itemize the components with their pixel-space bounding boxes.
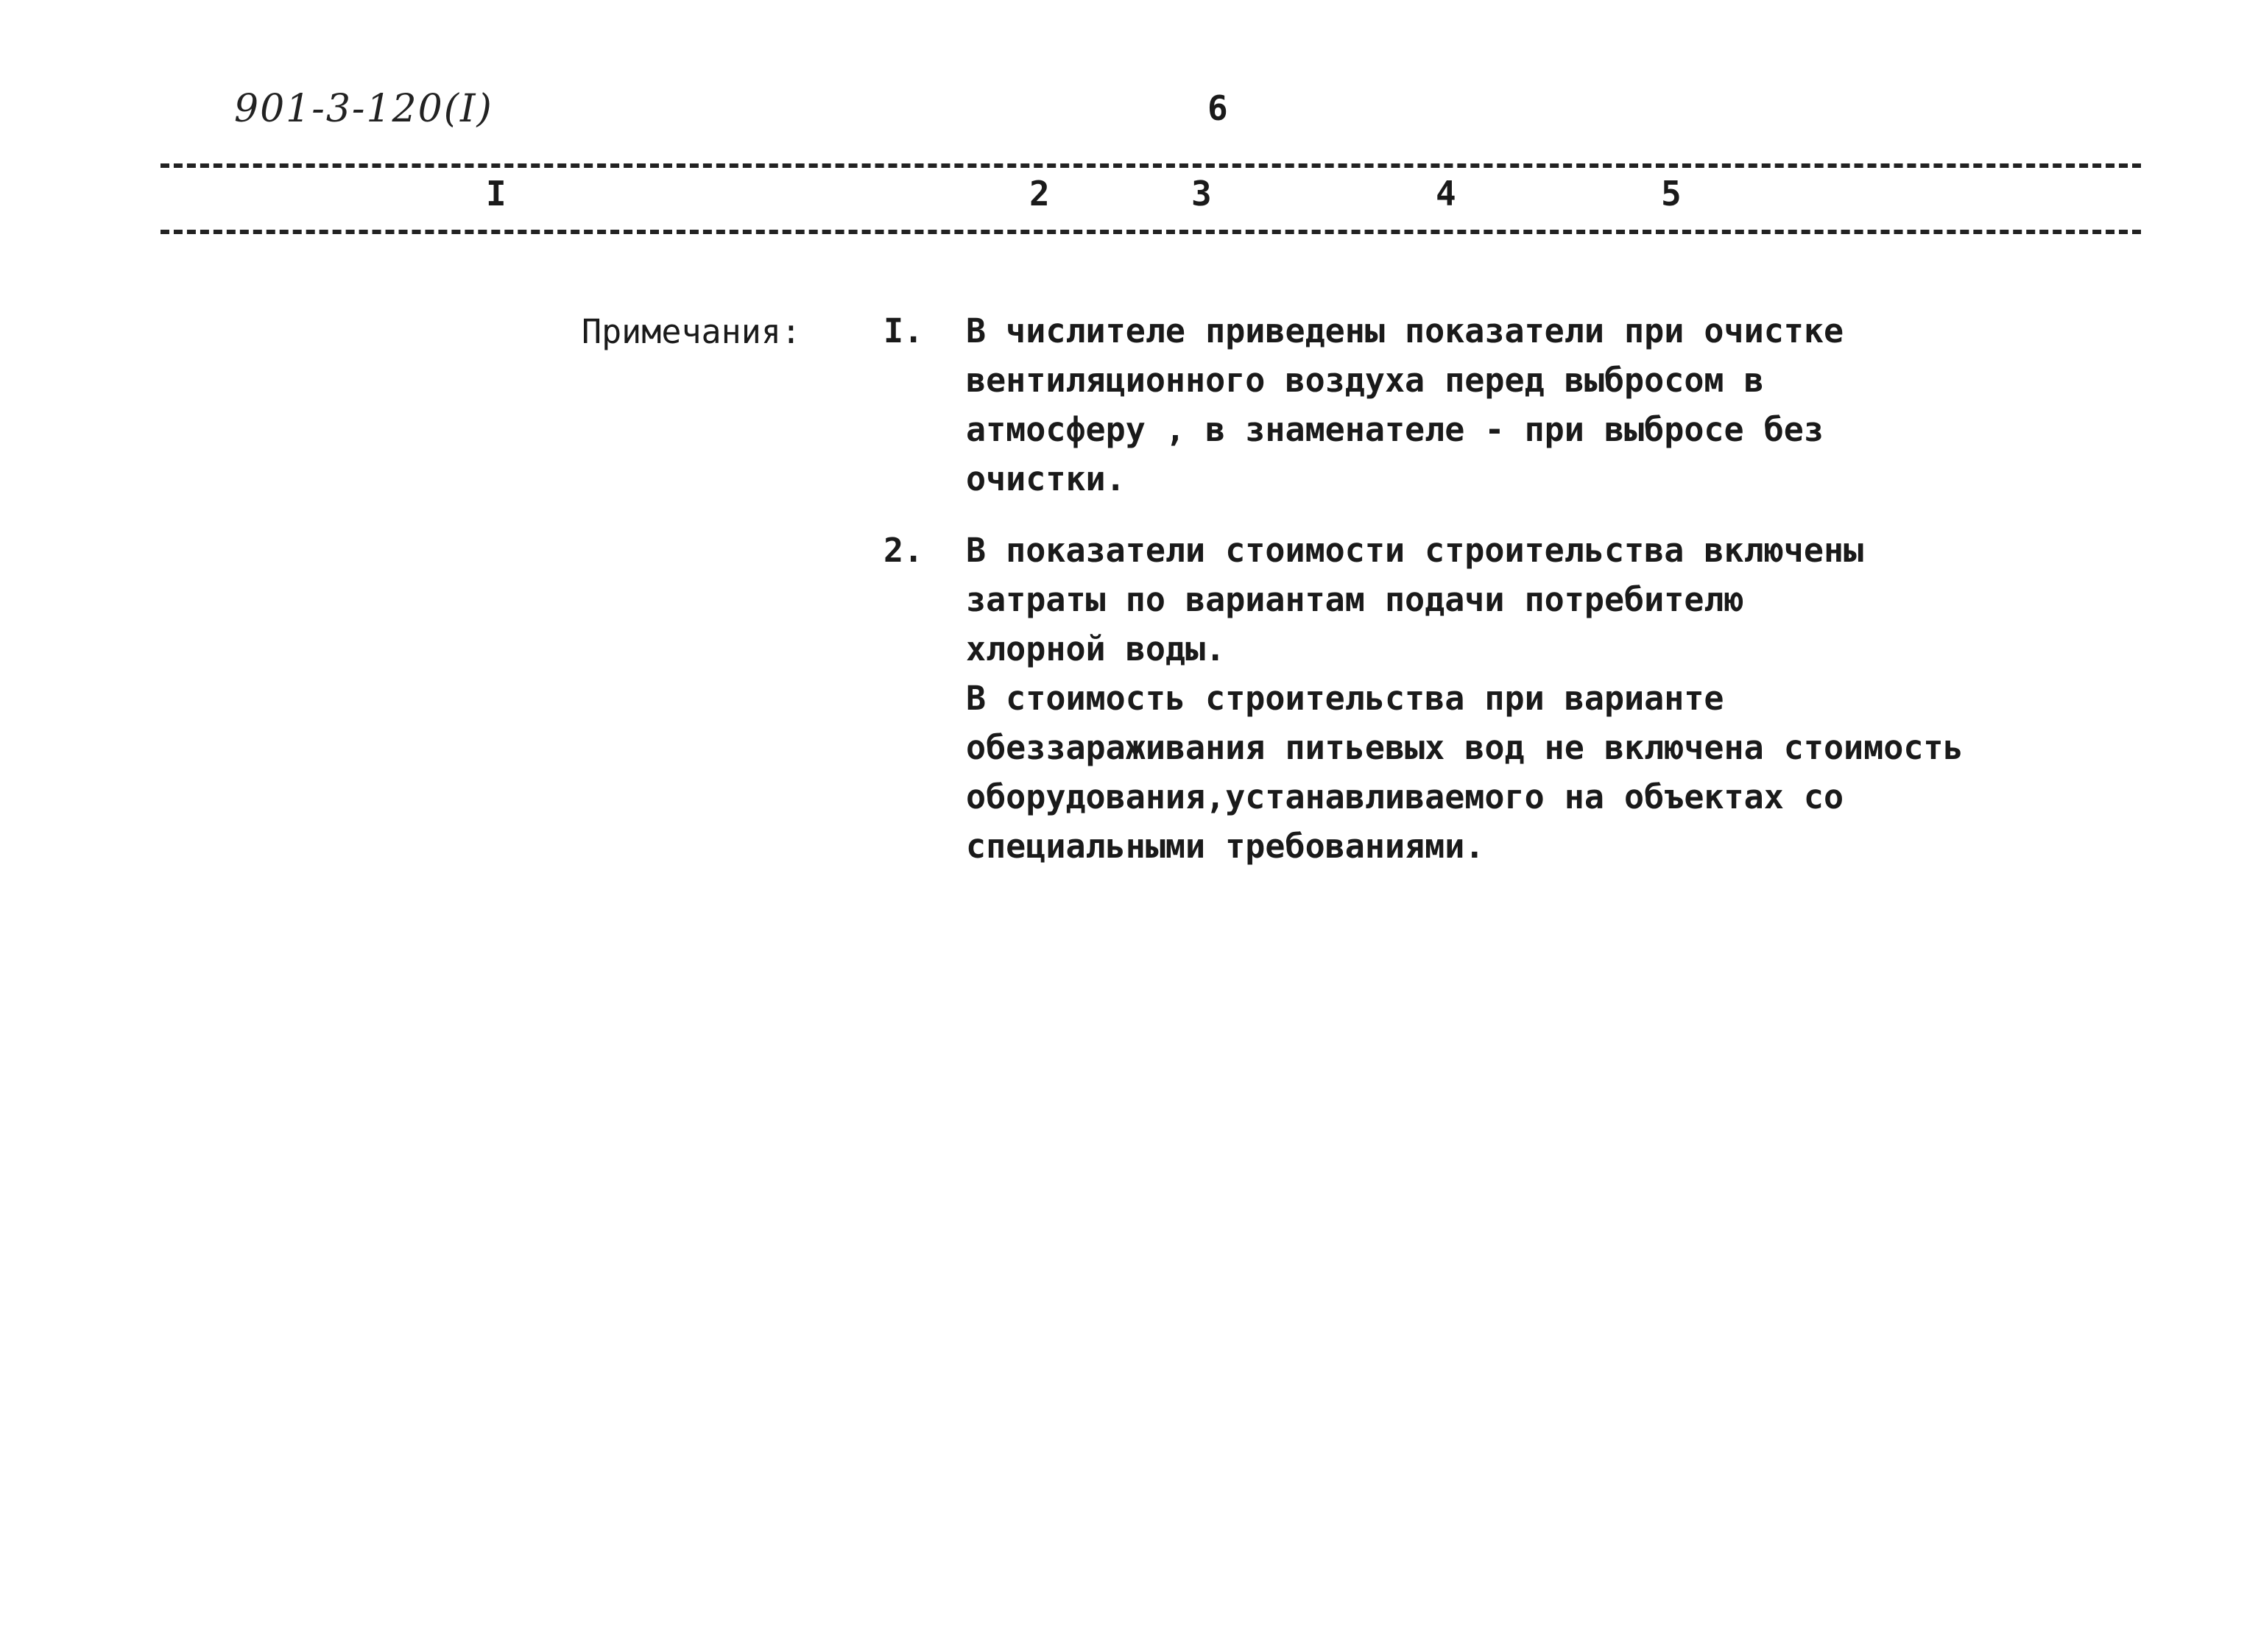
dashed-rule-top <box>161 163 2141 168</box>
note-line: очистки. <box>966 459 1126 498</box>
column-number-5: 5 <box>1661 174 1682 213</box>
note-line: В стоимость строительства при варианте <box>966 679 1724 718</box>
page-number: 6 <box>1207 88 1228 128</box>
note-line: обеззараживания питьевых вод не включена стоимость <box>966 728 1964 767</box>
note-line: оборудования,устанавливаемого на объектах со <box>966 777 1844 816</box>
column-number-4: 4 <box>1436 174 1456 213</box>
column-number-1: I <box>486 174 507 213</box>
note-line: атмосферу , в знаменателе - при выбросе без <box>966 410 1824 449</box>
note-number: I. <box>883 311 924 350</box>
note-line: специальными требованиями. <box>966 827 1485 866</box>
dashed-rule-bottom <box>161 230 2141 234</box>
note-text <box>966 526 1964 871</box>
note-line: В числителе приведены показатели при очистке <box>966 311 1844 350</box>
note-line: хлорной воды. <box>966 629 1226 668</box>
document-code: 901-3-120(I) <box>234 87 493 131</box>
note-line: затраты по вариантам подачи потребителю <box>966 580 1744 619</box>
notes-label: Примечания: <box>582 312 802 351</box>
note-line: В показатели стоимости строительства включены <box>966 531 1864 570</box>
column-number-3: 3 <box>1191 174 1212 213</box>
note-line: вентиляционного воздуха перед выбросом в <box>966 361 1764 400</box>
note-text <box>966 306 1844 504</box>
column-number-2: 2 <box>1029 174 1050 213</box>
note-number: 2. <box>883 531 924 570</box>
